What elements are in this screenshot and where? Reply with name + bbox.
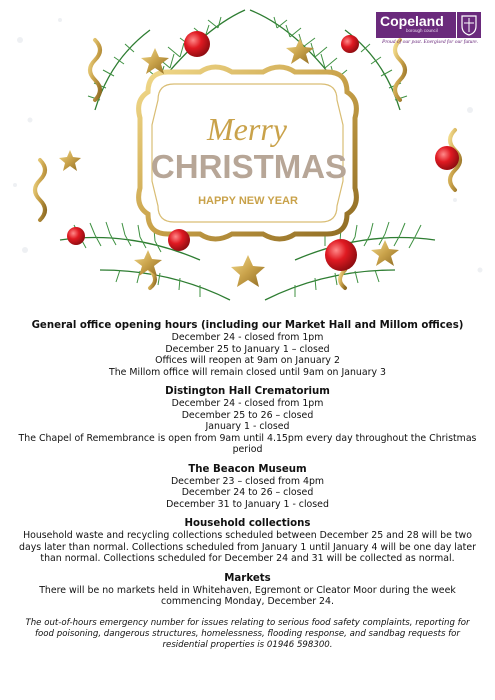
crest-icon	[457, 12, 481, 38]
section-line: December 24 - closed from 1pm	[171, 398, 324, 409]
section-line: Offices will reopen at 9am on January 2	[155, 355, 340, 366]
greeting-sub: HAPPY NEW YEAR	[198, 195, 298, 207]
section-line: Household waste and recycling collections scheduled between December 25 and 28 will be two days later than normal. Collections scheduled from January 1 until January 4 will be one day later than normal. Collections scheduled for December 24 and 31 will be collected as normal.	[19, 530, 476, 564]
section-title: Markets	[224, 572, 271, 584]
notice-content	[18, 319, 477, 651]
council-logo	[376, 12, 483, 52]
logo-subtitle: borough council	[406, 28, 438, 33]
section-line: December 24 to 26 – closed	[181, 487, 314, 498]
emergency-note: The out-of-hours emergency number for issues relating to serious food safety complaints, reporting for food poisoning, dangerous structures, homelessness, flooding response, and sandbag requests for residential properties is 01946 598300.	[25, 617, 470, 650]
section-museum	[18, 463, 477, 511]
logo-wordmark	[376, 12, 456, 38]
logo-name: Copeland	[380, 13, 444, 29]
section-line: December 25 to 26 – closed	[181, 409, 314, 421]
section-line: The Chapel of Remembrance is open from 9am until 4.15pm every day throughout the Christmas period	[18, 432, 477, 455]
logo-tagline: Proud of our past. Energised for our future.	[382, 39, 479, 45]
section-line: The Millom office will remain closed until 9am on January 3	[109, 366, 386, 378]
section-markets	[18, 572, 477, 608]
section-line: January 1 - closed	[205, 421, 290, 432]
section-collections	[18, 517, 477, 565]
section-title: General office opening hours (including our Market Hall and Millom offices)	[31, 320, 464, 331]
greeting-main: CHRISTMAS	[150, 148, 348, 185]
section-title: Distington Hall Crematorium	[165, 386, 330, 397]
section-line: December 31 to January 1 - closed	[166, 498, 329, 510]
section-line: December 25 to January 1 – closed	[165, 343, 330, 355]
section-title: Household collections	[184, 518, 311, 529]
greeting-script: Merry	[207, 111, 287, 147]
section-line: There will be no markets held in Whitehaven, Egremont or Cleator Moor during the week commencing Monday, December 24.	[39, 584, 456, 607]
section-line: December 24 - closed from 1pm	[171, 332, 324, 343]
section-office-hours	[18, 319, 477, 378]
section-line: December 23 – closed from 4pm	[170, 475, 325, 487]
section-title: The Beacon Museum	[188, 463, 307, 475]
section-crematorium	[18, 385, 477, 456]
